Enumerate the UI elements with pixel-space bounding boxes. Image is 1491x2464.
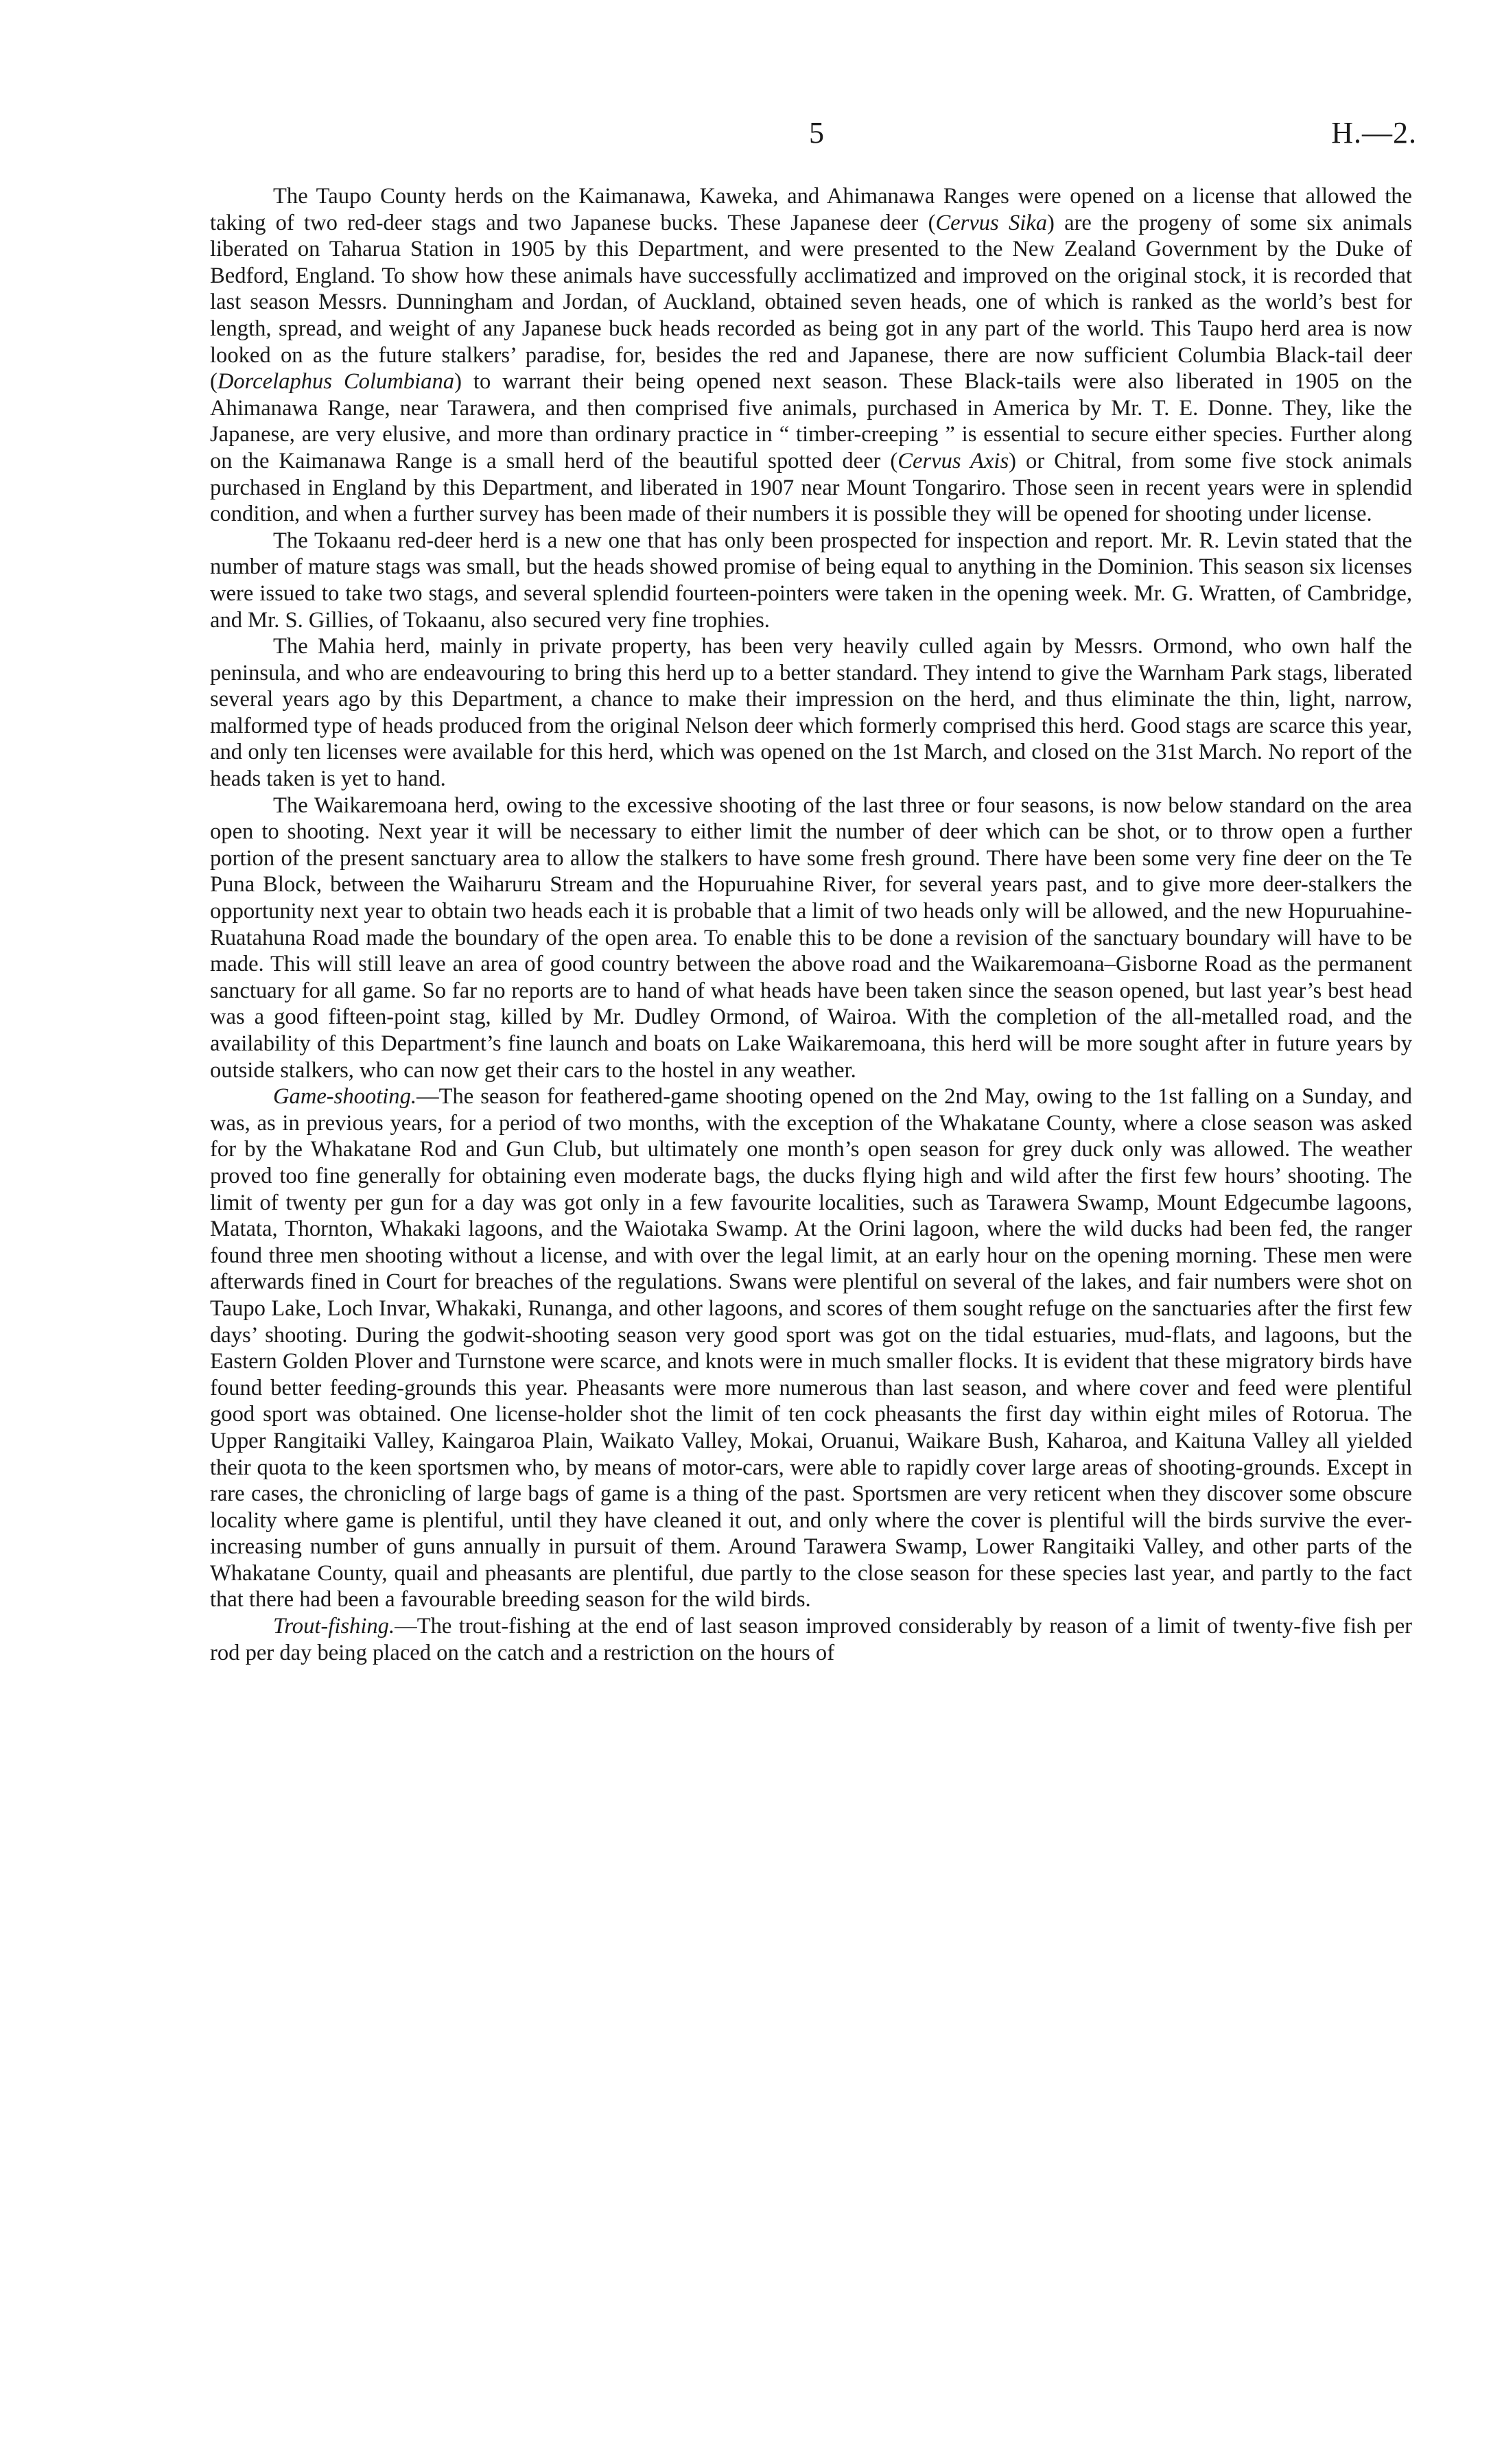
paragraph-mahia-herd: The Mahia herd, mainly in private property, has been very heavily culled again by Messrs. Ormond, who own half the peninsula, and who are endeavouring to bring this herd up to a better standard. They intend to give the Warnham Park stags, liberated several years ago by this Department, a chance to make their impression on the herd, and thus eliminate the thin, light, narrow, malformed type of heads produced from the original Nelson deer which formerly comprised this herd. Good stags are scarce this year, and only ten licenses were available for this herd, which was opened on the 1st March, and closed on the 31st March. No report of the heads taken is yet to hand. bbox=[210, 634, 1412, 792]
paragraph-trout-fishing: Trout-fishing.—The trout-fishing at the end of last season improved considerably by reason of a limit of twenty-five fish per rod per day being placed on the catch and a restriction on the hours of bbox=[210, 1614, 1412, 1665]
body-text bbox=[210, 183, 1412, 1666]
paragraph-game-shooting: Game-shooting.—The season for feathered-game shooting opened on the 2nd May, owing to the 1st falling on a Sunday, and was, as in previous years, for a period of two months, with the exception of the Whakatane County, where a close season was asked for by the Whakatane Rod and Gun Club, but ultimately one month’s open season for grey duck only was allowed. The weather proved too fine generally for obtaining even moderate bags, the ducks flying high and wild after the first few hours’ shooting. The limit of twenty per gun for a day was got only in a few favourite localities, such as Tarawera Swamp, Mount Edgecumbe lagoons, Matata, Thornton, Whakaki lagoons, and the Waiotaka Swamp. At the Orini lagoon, where the wild ducks had been fed, the ranger found three men shooting without a license, and with over the legal limit, at an early hour on the opening morning. These men were afterwards fined in Court for breaches of the regulations. Swans were plentiful on several of the lakes, and fair numbers were shot on Taupo Lake, Loch Invar, Whakaki, Runanga, and other lagoons, and scores of them sought refuge on the sanctuaries after the first few days’ shooting. During the godwit-shooting season very good sport was got on the tidal estuaries, mud-flats, and lagoons, but the Eastern Golden Plover and Turnstone were scarce, and knots were in much smaller flocks. It is evident that these migratory birds have found better feeding-grounds this year. Pheasants were more numerous than last season, and where cover and feed were plentiful good sport was obtained. One license-holder shot the limit of ten cock pheasants the first day within eight miles of Rotorua. The Upper Rangitaiki Valley, Kaingaroa Plain, Waikato Valley, Mokai, Oruanui, Waikare Bush, Kaharoa, and Kaituna Valley all yielded their quota to the keen sportsmen who, by means of motor-cars, were able to rapidly cover large areas of shooting-grounds. Except in rare cases, the chronicling of large bags of game is a thing of the past. Sportsmen are very reticent when they discover some obscure locality where game is plentiful, until they have cleaned it out, and only where the cover is plentiful will the birds survive the ever-increasing number of guns annually in pursuit of them. Around Tarawera Swamp, Lower Rangitaiki Valley, and other parts of the Whakatane County, quail and pheasants are plentiful, due partly to the close season for these species last year, and partly to the fact that there had been a favourable breeding season for the wild birds. bbox=[210, 1084, 1412, 1612]
document-reference: H.—2. bbox=[1331, 116, 1417, 150]
page-number: 5 bbox=[809, 116, 824, 150]
paragraph-taupo-herds: The Taupo County herds on the Kaimanawa, Kaweka, and Ahimanawa Ranges were opened on a license that allowed the taking of two red-deer stags and two Japanese bucks. These Japanese deer (Cervus Sika) are the progeny of some six animals liberated on Taharua Station in 1905 by this Department, and were presented to the New Zealand Government by the Duke of Bedford, England. To show how these animals have successfully acclimatized and improved on the original stock, it is recorded that last season Messrs. Dunningham and Jordan, of Auckland, obtained seven heads, one of which is ranked as the world’s best for length, spread, and weight of any Japanese buck heads recorded as being got in any part of the world. This Taupo herd area is now looked on as the future stalkers’ paradise, for, besides the red and Japanese, there are now sufficient Columbia Black-tail deer (Dorcelaphus Columbiana) to warrant their being opened next season. These Black-tails were also liberated in 1905 on the Ahimanawa Range, near Tarawera, and then comprised five animals, purchased in America by Mr. T. E. Donne. They, like the Japanese, are very elusive, and more than ordinary practice in “ timber-creeping ” is essential to secure either species. Further along on the Kaimanawa Range is a small herd of the beautiful spotted deer (Cervus Axis) or Chitral, from some five stock animals purchased in England by this Department, and liberated in 1907 near Mount Tongariro. Those seen in recent years were in splendid condition, and when a further survey has been made of their numbers it is possible they will be opened for shooting under license. bbox=[210, 184, 1413, 527]
paragraph-tokaanu-herd: The Tokaanu red-deer herd is a new one that has only been prospected for inspection and report. Mr. R. Levin stated that the number of mature stags was small, but the heads showed promise of being equal to anything in the Dominion. This season six licenses were issued to take two stags, and several splendid fourteen-pointers were taken in the opening week. Mr. G. Wratten, of Cambridge, and Mr. S. Gillies, of Tokaanu, also secured very fine trophies. bbox=[210, 528, 1412, 633]
paragraph-waikaremoana-herd: The Waikaremoana herd, owing to the excessive shooting of the last three or four seasons, is now below standard on the area open to shooting. Next year it will be necessary to either limit the number of deer which can be shot, or to throw open a further portion of the present sanctuary area to allow the stalkers to have some fresh ground. There have been some very fine deer on the Te Puna Block, between the Waiharuru Stream and the Hopuruahine River, for several years past, and to give more deer-stalkers the opportunity next year to obtain two heads each it is probable that a limit of two heads only will be allowed, and the new Hopuruahine-Ruatahuna Road made the boundary of the open area. To enable this to be done a revision of the sanctuary boundary will have to be made. This will still leave an area of good country between the above road and the Waikaremoana–Gisborne Road as the permanent sanctuary for all game. So far no reports are to hand of what heads have been taken since the season opened, but last year’s best head was a good fifteen-point stag, killed by Mr. Dudley Ormond, of Wairoa. With the completion of the all-metalled road, and the availability of this Department’s fine launch and boats on Lake Waikaremoana, this herd will be more sought after in future years by outside stalkers, who can now get their cars to the hostel in any weather. bbox=[210, 793, 1412, 1083]
